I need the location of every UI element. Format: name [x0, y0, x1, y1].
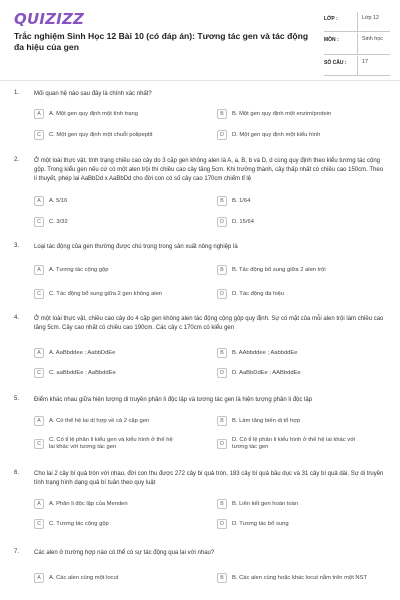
option-a[interactable] [34, 348, 179, 358]
count-value: 17 [357, 56, 368, 75]
option-d[interactable] [217, 217, 372, 227]
option-d[interactable] [217, 437, 372, 451]
question-number: 5. [14, 396, 20, 402]
option-a[interactable] [34, 265, 179, 275]
grade-value: Lớp 12 [357, 12, 379, 31]
question-number: 7. [14, 549, 20, 555]
option-a[interactable] [34, 109, 179, 119]
option-text: C. aaBbddEe ; AaBbddEe [49, 369, 116, 376]
question-number: 4. [14, 315, 20, 321]
option-b[interactable] [217, 196, 372, 206]
option-c[interactable] [34, 519, 179, 529]
option-b[interactable] [217, 416, 372, 426]
option-text: A. Có thể hệ lai dị hợp về cả 2 cặp gen [49, 417, 150, 424]
option-text: B. Một gen quy định một enzim/protein [232, 110, 332, 117]
option-b[interactable] [217, 499, 372, 509]
option-c[interactable] [34, 217, 179, 227]
option-letter-box: A [34, 348, 44, 358]
option-letter-box: B [217, 265, 227, 275]
option-letter-box: A [34, 499, 44, 509]
option-letter-box: B [217, 499, 227, 509]
option-letter-box: D [217, 519, 227, 529]
option-text: B. AAbbddee ; AabbddEe [232, 349, 298, 356]
option-text: D. AaBbDdEe ; AABbddEe [232, 369, 301, 376]
option-letter-box: A [34, 573, 44, 583]
option-letter-box: A [34, 109, 44, 119]
option-text: D. 15/64 [232, 218, 254, 225]
option-text: A. Các alen cùng một locut [49, 574, 119, 581]
option-text: C. 3/32 [49, 218, 68, 225]
meta-grade [324, 12, 390, 32]
option-b[interactable] [217, 573, 372, 583]
option-a[interactable] [34, 573, 179, 583]
option-text: A. Một gen quy định một tính trạng [49, 110, 138, 117]
meta-count [324, 56, 390, 76]
option-letter-box: A [34, 196, 44, 206]
option-letter-box: B [217, 196, 227, 206]
option-c[interactable] [34, 130, 179, 140]
question-text: Ở một loài thực vật, tính trạng chiều cao cây do 3 cặp gen không alen là A, a, B, b và D, d cùng quy định theo kiểu tương tác cộng gộp. Trong kiểu gen nếu cứ có một alen trội thì chiều cao cây tăng 5cm. Khi trưởng thành, cây thấp nhất có chiều cao 150cm. Theo lí thuyết, phép lai AaBbDd x AaBbDd cho đời con có số cây cao 170cm chiếm tỉ lệ [34, 158, 384, 182]
option-letter-box: B [217, 348, 227, 358]
option-text: D. Một gen quy định một kiểu hình [232, 131, 321, 138]
option-text: B. Các alen cùng hoặc khác locut nằm trên một NST [232, 574, 368, 581]
count-label: SỐ CÂU : [324, 60, 347, 66]
option-letter-box: A [34, 265, 44, 275]
option-letter-box: B [217, 573, 227, 583]
option-text: D. Tương tác bổ sung [232, 520, 289, 527]
option-c[interactable] [34, 289, 179, 299]
worksheet-title: Trắc nghiệm Sinh Học 12 Bài 10 (có đáp án): Tương tác gen và tác động đa hiệu của gen [14, 31, 309, 52]
option-c[interactable] [34, 437, 179, 451]
option-text: A. 5/16 [49, 197, 68, 204]
option-text: A. AaBbddee ; AabbDdEe [49, 349, 116, 356]
question-text: Các alen ở trường hợp nào có thể có sự tác động qua lại với nhau? [34, 550, 215, 556]
option-b[interactable] [217, 109, 372, 119]
option-b[interactable] [217, 265, 372, 275]
option-letter-box: C [34, 368, 44, 378]
option-text: B. Liên kết gen hoàn toàn [232, 500, 299, 507]
question-text: Điểm khác nhau giữa hiện tượng di truyền phân li độc lập và tương tác gen là hiện tượng phân li độc lập [34, 397, 313, 403]
option-b[interactable] [217, 348, 372, 358]
option-text: C. Một gen quy định một chuỗi polipeptit [49, 131, 153, 138]
option-d[interactable] [217, 519, 372, 529]
question-text: Loại tác động của gen thường được chú trọng trong sản xuất nông nghiệp là [34, 244, 238, 250]
option-text: A. Phân li độc lập của Menden [49, 500, 128, 507]
question-text: Cho lai 2 cây bí quả tròn với nhau, đời con thu được 272 cây bí quả tròn, 183 cây bí quả bầu dục và 31 cây bí quả dài. Sự di truyền tính trạng hình dạng quả bí tuân theo quy luật [34, 471, 384, 486]
option-text: D. Có tỉ lệ phân li kiểu hình ở thế hệ lai khác với tương tác gen [232, 437, 356, 450]
option-a[interactable] [34, 499, 179, 509]
option-text: C. Tương tác cộng gộp [49, 520, 109, 527]
option-text: A. Tương tác cộng gộp [49, 266, 109, 273]
meta-subject [324, 33, 390, 55]
option-text: B. Tác động bổ sung giữa 2 alen trội [232, 266, 326, 273]
option-letter-box: C [34, 289, 44, 299]
option-letter-box: B [217, 416, 227, 426]
option-d[interactable] [217, 368, 372, 378]
option-letter-box: D [217, 289, 227, 299]
option-text: D. Tác động đa hiệu [232, 290, 285, 297]
option-letter-box: D [217, 130, 227, 140]
option-text: C. Có tỉ lệ phân li kiểu gen và kiểu hình ở thế hệ lai khác với tương tác gen [49, 437, 173, 450]
subject-label: MÔN : [324, 37, 339, 43]
question-number: 3. [14, 243, 20, 249]
option-c[interactable] [34, 368, 179, 378]
option-letter-box: D [217, 368, 227, 378]
grade-label: LỚP : [324, 16, 338, 22]
header-divider [0, 80, 400, 81]
question-text: Ở một loài thực vật, chiều cao cây do 4 cặp gen không alen tác động cộng gộp quy định. Sự có mặt của mỗi alen trội làm chiều cao tăng 5cm. Cây cao nhất có chiều cao 190cm. Các cây c 170cm có kiểu gen [34, 316, 384, 331]
option-text: B. 1/64 [232, 197, 251, 204]
logo-text: QUIZIZZ [14, 10, 85, 28]
worksheet-header [0, 0, 400, 78]
option-letter-box: D [217, 439, 227, 449]
quizizz-logo [14, 10, 88, 28]
question-number: 2. [14, 157, 20, 163]
option-letter-box: C [34, 217, 44, 227]
subject-value: Sinh học [357, 33, 383, 54]
option-letter-box: C [34, 439, 44, 449]
option-letter-box: C [34, 130, 44, 140]
option-a[interactable] [34, 416, 179, 426]
question-number: 1. [14, 90, 20, 96]
option-letter-box: D [217, 217, 227, 227]
question-text: Mối quan hệ nào sau đây là chính xác nhất? [34, 91, 152, 97]
option-letter-box: C [34, 519, 44, 529]
option-letter-box: A [34, 416, 44, 426]
option-d[interactable] [217, 130, 372, 140]
option-text: C. Tác động bổ sung giữa 2 gen không alen [49, 290, 163, 297]
question-number: 6. [14, 470, 20, 476]
option-a[interactable] [34, 196, 179, 206]
option-text: B. Làm tăng biến dị tổ hợp [232, 417, 301, 424]
option-letter-box: B [217, 109, 227, 119]
worksheet-meta [324, 12, 390, 77]
option-d[interactable] [217, 289, 372, 299]
